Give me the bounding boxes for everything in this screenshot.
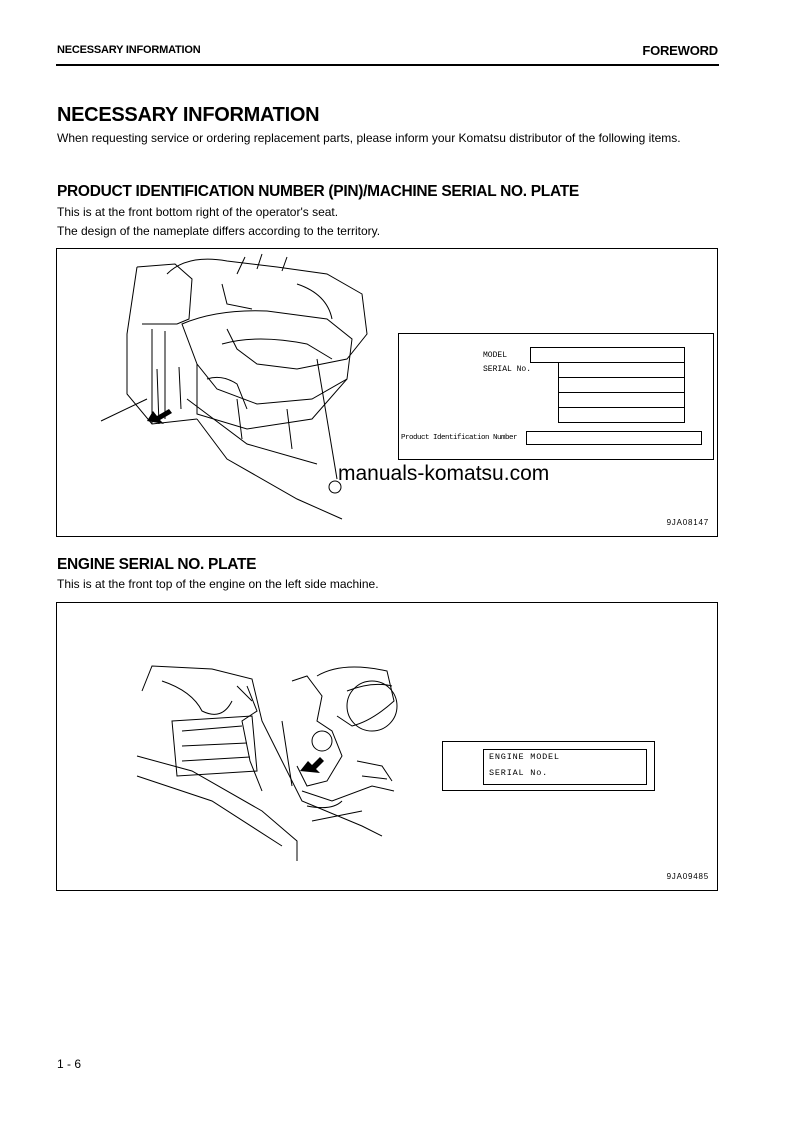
watermark: manuals-komatsu.com [338,462,550,485]
pin-location-text: This is at the front bottom right of the operator's seat. [57,205,339,219]
pin-field [526,431,702,445]
plate-model-label: MODEL [483,351,508,360]
pin-figure-code: 9JA08147 [666,518,709,527]
operator-seat-illustration [97,249,397,539]
page-title: NECESSARY INFORMATION [57,104,320,126]
engine-section-heading: ENGINE SERIAL NO. PLATE [57,556,257,573]
pin-plate [398,333,714,460]
engine-figure-code: 9JA09485 [666,872,709,881]
engine-serial-label: SERIAL No. [489,768,549,778]
plate-serial-label: SERIAL No. [483,365,532,374]
engine-model-label: ENGINE MODEL [489,752,560,762]
pin-territory-text: The design of the nameplate differs according to the territory. [57,224,381,238]
serial-field-1 [558,362,685,378]
header-rule [56,64,719,66]
serial-field-2 [558,377,685,393]
plate-pin-label: Product Identification Number [401,434,518,442]
header-chapter-title: FOREWORD [642,43,718,58]
engine-figure-box [56,602,718,891]
serial-field-4 [558,407,685,423]
intro-text: When requesting service or ordering replacement parts, please inform your Komatsu distributor of the following items. [57,131,681,145]
engine-location-text: This is at the front top of the engine on the left side machine. [57,577,379,591]
serial-field-3 [558,392,685,408]
pin-section-heading: PRODUCT IDENTIFICATION NUMBER (PIN)/MACHINE SERIAL NO. PLATE [57,183,579,200]
engine-plate [442,741,655,791]
header-section-title: NECESSARY INFORMATION [57,44,201,56]
engine-compartment-illustration [132,661,402,871]
model-field [530,347,685,363]
pin-figure-box [56,248,718,537]
page-number: 1 - 6 [57,1057,82,1071]
